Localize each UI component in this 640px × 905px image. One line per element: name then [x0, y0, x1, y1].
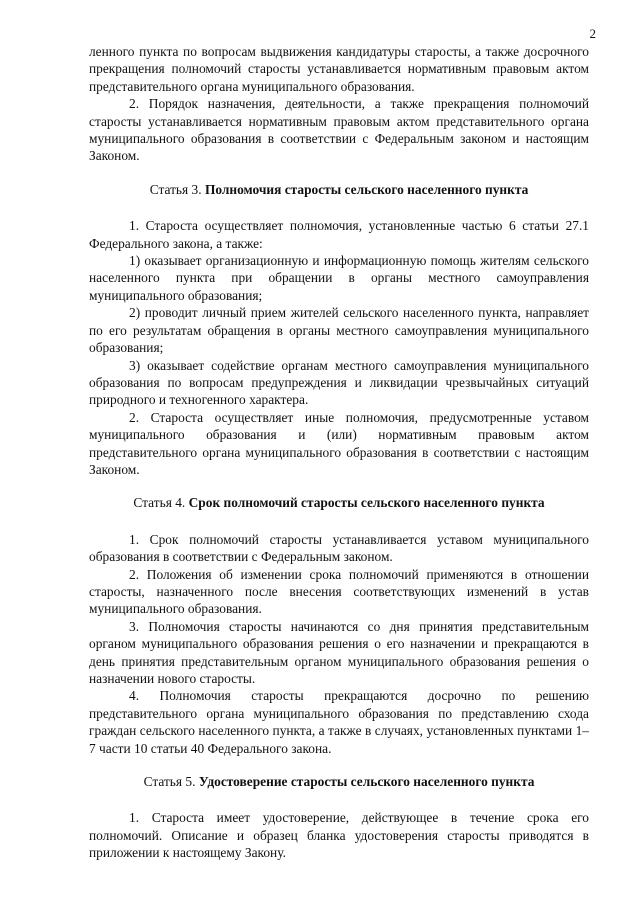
paragraph-procedure: 2. Порядок назначения, деятельности, а также прекращения полномочий старосты устанавливается нормативным правовым актом представительного органа муниципального образования в соответствии с Федеральным законом и настоящим Законом. [89, 96, 589, 164]
paragraph-continuation: ленного пункта по вопросам выдвижения кандидатуры старосты, а также досрочного прекращения полномочий старосты устанавливается нормативным правовым актом представительного органа муниципального образования. [89, 44, 589, 94]
article-3-heading [89, 181, 589, 198]
article-4-number: Статья 4. [133, 495, 186, 511]
article-4-item-3: 3. Полномочия старосты начинаются со дня принятия представительным органом муниципального образования решения о его назначении и прекращаются в день принятия представительным органом муниципального образования решения о назначении нового старосты. [89, 618, 589, 686]
article-5-title: Удостоверение старосты сельского населенного пункта [198, 774, 535, 790]
article-3-subitem-1: 1) оказывает организационную и информационную помощь жителям сельского населенного пункта при обращении в органы местного самоуправления муниципального образования; [89, 253, 589, 303]
article-4-heading [89, 494, 589, 511]
article-3-title: Полномочия старосты сельского населенного пункта [204, 181, 529, 197]
article-4-title: Срок полномочий старосты сельского населенного пункта [188, 495, 545, 511]
page-number: 2 [589, 26, 596, 41]
article-3-item-2: 2. Староста осуществляет иные полномочия, предусмотренные уставом муниципального образования и (или) нормативным правовым актом представительного органа муниципального образования в соответствии с настоящим Законом. [89, 409, 589, 477]
article-3-subitem-2: 2) проводит личный прием жителей сельского населенного пункта, направляет по его результатам обращения в органы местного самоуправления муниципального образования; [89, 305, 589, 356]
article-5-number: Статья 5. [143, 774, 196, 790]
article-4-item-4: 4. Полномочия старосты прекращаются досрочно по решению представительного органа муниципального образования по представлению схода граждан сельского населенного пункта, а также в случаях, установленных пунктами 1–7 части 10 статьи 40 Федерального закона. [89, 688, 589, 756]
article-4-item-1: 1. Срок полномочий старосты устанавливается уставом муниципального образования в соответствии с Федеральным законом. [89, 531, 589, 565]
article-4-item-2: 2. Положения об изменении срока полномочий применяются в отношении старосты, назначенного после внесения соответствующих изменений в устав муниципального образования. [89, 566, 589, 617]
article-5-item-1: 1. Староста имеет удостоверение, действующее в течение срока его полномочий. Описание и образец бланка удостоверения старосты приводятся в приложении к настоящему Закону. [89, 810, 589, 861]
article-3-number: Статья 3. [149, 181, 202, 197]
document-body [89, 43, 589, 862]
article-3-subitem-3: 3) оказывает содействие органам местного самоуправления муниципального образования по вопросам предупреждения и ликвидации чрезвычайных ситуаций природного и техногенного характера. [89, 357, 589, 408]
article-3-item-1: 1. Староста осуществляет полномочия, установленные частью 6 статьи 27.1 Федерального закона, а также: [89, 218, 589, 251]
article-5-heading [89, 773, 589, 790]
